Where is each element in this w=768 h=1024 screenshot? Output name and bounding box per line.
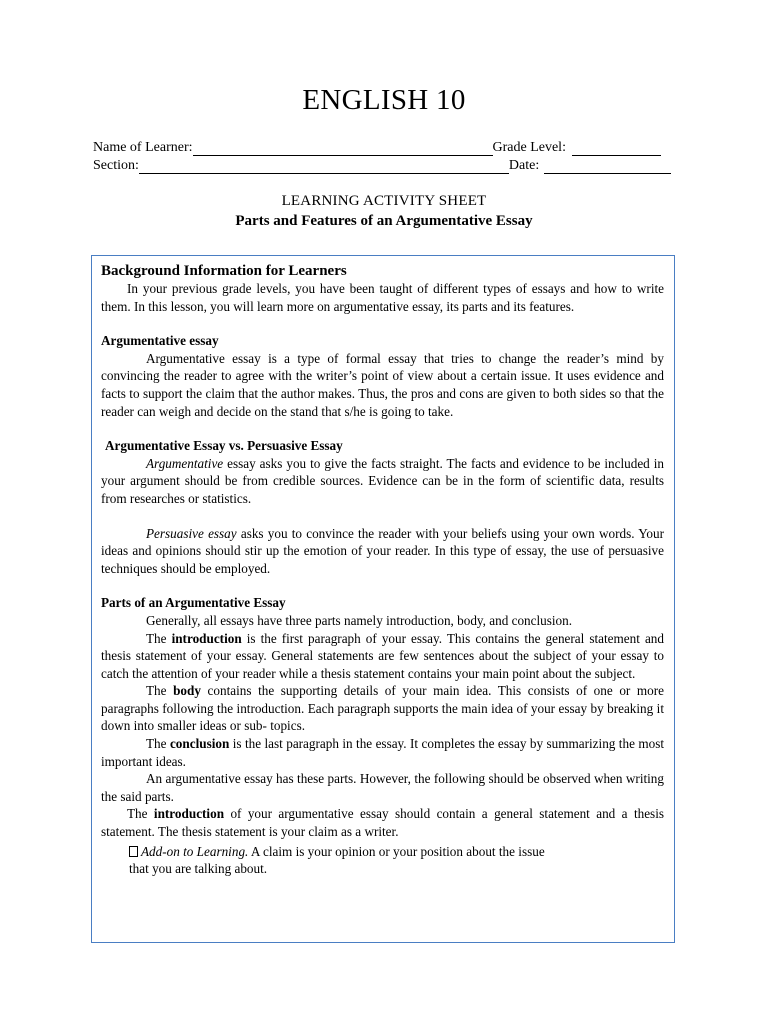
persuasive-definition-paragraph: Persuasive essay asks you to convince the reader with your beliefs using your own words. Your ideas and opinions should stir up the emotion of your reader. In this type of essay, the use of persuasive techniques should be employed. — [101, 525, 664, 576]
parts-note-paragraph: An argumentative essay has these parts. However, the following should be observed when writing the said parts. — [101, 771, 664, 804]
date-field[interactable] — [544, 159, 671, 174]
sheet-title: LEARNING ACTIVITY SHEET — [281, 193, 487, 209]
section-field[interactable] — [139, 159, 509, 174]
argumentative-essay-heading: Argumentative essay — [101, 333, 219, 349]
argumentative-term: Argumentative — [146, 455, 224, 471]
grade-field[interactable] — [572, 141, 661, 156]
background-info-box — [91, 255, 675, 943]
introduction-term: introduction — [171, 630, 242, 646]
add-on-term: Add-on to Learning. — [141, 843, 249, 859]
section-date-row — [93, 156, 683, 174]
conclusion-paragraph: The conclusion is the last paragraph in the essay. It completes the essay by summarizing the most important ideas. — [101, 736, 664, 769]
thesis-paragraph: The introduction of your argumentative essay should contain a general statement and a thesis statement. The thesis statement is your claim as a writer. — [101, 806, 664, 840]
add-on-note: Add-on to Learning. A claim is your opinion or your position about the issue — [101, 843, 664, 861]
name-field[interactable] — [193, 141, 493, 156]
checkbox-icon — [129, 846, 138, 857]
date-label: Date: — [508, 158, 540, 173]
add-on-note-continued: that you are talking about. — [129, 861, 268, 877]
name-label: Name of Learner: — [93, 140, 193, 155]
learner-info-row — [93, 138, 683, 156]
conclusion-term: conclusion — [169, 736, 230, 752]
page-title: ENGLISH 10 — [302, 84, 466, 116]
parts-general-paragraph: Generally, all essays have three parts namely introduction, body, and conclusion. — [146, 612, 573, 628]
body-term: body — [173, 683, 201, 699]
box-heading: Background Information for Learners — [101, 263, 347, 279]
parts-heading: Parts of an Argumentative Essay — [101, 595, 286, 611]
introduction-paragraph: The introduction is the first paragraph of your essay. This contains the general statement and thesis statement of your essay. General statements are few sentences about the subject of your essay to catch the attention of your reader while a thesis statement contains your main point about the subject. — [101, 630, 664, 681]
argumentative-definition-paragraph: Argumentative essay asks you to give the facts straight. The facts and evidence to be included in your argument should be from credible sources. Evidence can be in the form of scientific data, results from researches or statistics. — [101, 455, 664, 506]
section-label: Section: — [93, 158, 139, 173]
grade-label: Grade Level: — [492, 140, 566, 155]
argumentative-essay-paragraph: Argumentative essay is a type of formal essay that tries to change the reader’s mind by convincing the reader to agree with the writer’s point of view about a certain issue. It uses evidence and facts to support the claim that the author makes. Thus, the pros and cons are given to both sides so that the reader can weigh and decide on the stand that s/he is going to take. — [101, 350, 664, 419]
vs-heading: Argumentative Essay vs. Persuasive Essay — [105, 438, 343, 454]
intro-paragraph: In your previous grade levels, you have been taught of different types of essays and how to write them. In this lesson, you will learn more on argumentative essay, its parts and its features. — [101, 281, 664, 314]
thesis-introduction-term: introduction — [153, 806, 225, 822]
body-paragraph: The body contains the supporting details of your main idea. This consists of one or more paragraphs following the introduction. Each paragraph supports the main idea of your essay by breaking it down into smaller ideas or sub- topics. — [101, 683, 664, 734]
sheet-subtitle: Parts and Features of an Argumentative Essay — [235, 213, 533, 229]
persuasive-term: Persuasive essay — [146, 525, 237, 541]
